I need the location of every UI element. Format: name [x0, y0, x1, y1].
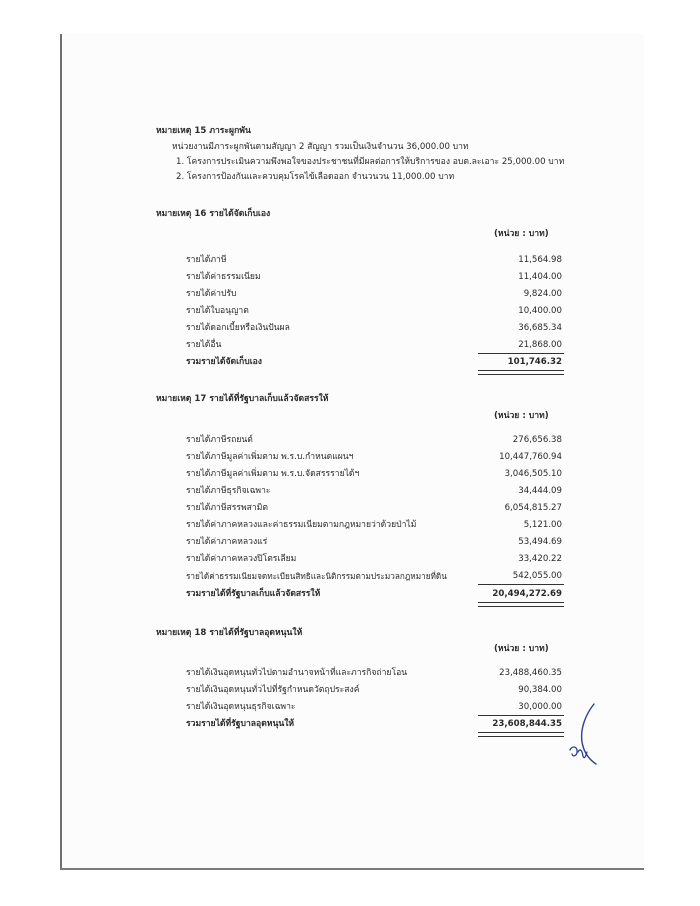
subtotal-rule: [478, 715, 564, 716]
note17-row-amount: 3,046,505.10: [504, 469, 562, 479]
note18-row-amount: 30,000.00: [518, 702, 562, 712]
handwritten-signature: [560, 700, 620, 770]
note15-heading: หมายเหตุ 15 ภาระผูกพัน: [156, 126, 251, 136]
note17-row-label: รายได้ภาษีสรรพสามิต: [186, 503, 268, 513]
note18-row-label: รายได้เงินอุดหนุนทั่วไปที่รัฐกำหนดวัตถุประสงค์: [186, 685, 360, 695]
note17-row-label: รายได้ค่าภาคหลวงแร่: [186, 537, 268, 547]
total-double-rule: [478, 602, 564, 607]
note18-row-label: รายได้เงินอุดหนุนธุรกิจเฉพาะ: [186, 702, 296, 712]
note16-row-amount: 36,685.34: [518, 323, 562, 333]
note16-row-amount: 11,404.00: [518, 272, 562, 282]
note16-row-label: รายได้ดอกเบี้ยหรือเงินปันผล: [186, 323, 290, 333]
note16-total-label: รวมรายได้จัดเก็บเอง: [186, 357, 262, 367]
note17-row-label: รายได้ค่าภาคหลวงและค่าธรรมเนียมตามกฎหมายว่าด้วยป่าไม้: [186, 520, 417, 530]
note16-row-label: รายได้ใบอนุญาต: [186, 306, 249, 316]
note15-item: 1. โครงการประเมินความพึงพอใจของประชาชนที่มีผลต่อการให้บริการของ อบต.ละเอาะ 25,000.00 บาท: [176, 157, 565, 167]
note18-heading: หมายเหตุ 18 รายได้ที่รัฐบาลอุดหนุนให้: [156, 628, 303, 638]
note17-row-amount: 34,444.09: [518, 486, 562, 496]
total-double-rule: [478, 370, 564, 375]
page-bottom-edge: [60, 868, 644, 870]
note16-unit: (หน่วย : บาท): [494, 229, 549, 239]
subtotal-rule: [478, 584, 564, 585]
note16-row-amount: 21,868.00: [518, 340, 562, 350]
note17-total-label: รวมรายได้ที่รัฐบาลเก็บแล้วจัดสรรให้: [186, 589, 321, 599]
note17-row-label: รายได้ภาษีธุรกิจเฉพาะ: [186, 486, 271, 496]
note18-row-amount: 90,384.00: [518, 685, 562, 695]
note16-total-amount: 101,746.32: [507, 357, 562, 367]
note17-unit: (หน่วย : บาท): [494, 411, 549, 421]
note15-intro: หน่วยงานมีภาระผูกพันตามสัญญา 2 สัญญา รวมเป็นเงินจำนวน 36,000.00 บาท: [172, 142, 469, 152]
note17-row-label: รายได้ค่าธรรมเนียมจดทะเบียนสิทธิและนิติกรรมตามประมวลกฎหมายที่ดิน: [186, 571, 447, 581]
note17-row-amount: 276,656.38: [512, 435, 562, 445]
note17-total-amount: 20,494,272.69: [492, 589, 562, 599]
note17-row-amount: 10,447,760.94: [499, 452, 562, 462]
note15-item: 2. โครงการป้องกันและควบคุมโรคไข้เลือดออก จำนวนวน 11,000.00 บาท: [176, 172, 455, 182]
note17-heading: หมายเหตุ 17 รายได้ที่รัฐบาลเก็บแล้วจัดสรรให้: [156, 394, 329, 404]
subtotal-rule: [478, 353, 564, 354]
note17-row-label: รายได้ภาษีมูลค่าเพิ่มตาม พ.ร.บ.จัดสรรรายได้ฯ: [186, 469, 360, 479]
note16-row-label: รายได้ค่าธรรมเนียม: [186, 272, 261, 282]
note17-row-label: รายได้ค่าภาคหลวงปิโตรเลียม: [186, 554, 297, 564]
note16-row-amount: 10,400.00: [518, 306, 562, 316]
note17-row-amount: 53,494.69: [518, 537, 562, 547]
note16-row-label: รายได้ค่าปรับ: [186, 289, 237, 299]
note17-row-amount: 33,420.22: [518, 554, 562, 564]
note16-row-amount: 9,824.00: [523, 289, 562, 299]
note16-row-label: รายได้อื่น: [186, 340, 222, 350]
note17-row-label: รายได้ภาษีมูลค่าเพิ่มตาม พ.ร.บ.กำหนดแผนฯ: [186, 452, 354, 462]
note16-row-amount: 11,564.98: [518, 255, 562, 265]
note18-row-label: รายได้เงินอุดหนุนทั่วไปตามอำนาจหน้าที่และภารกิจถ่ายโอน: [186, 668, 408, 678]
note17-row-label: รายได้ภาษีรถยนต์: [186, 435, 253, 445]
note18-total-label: รวมรายได้ที่รัฐบาลอุดหนุนให้: [186, 719, 295, 729]
note17-row-amount: 5,121.00: [523, 520, 562, 530]
page-left-edge: [60, 34, 62, 870]
note16-row-label: รายได้ภาษี: [186, 255, 227, 265]
note17-row-amount: 542,055.00: [512, 571, 562, 581]
note16-heading: หมายเหตุ 16 รายได้จัดเก็บเอง: [156, 209, 271, 219]
note18-row-amount: 23,488,460.35: [499, 668, 562, 678]
note18-total-amount: 23,608,844.35: [492, 719, 562, 729]
total-double-rule: [478, 732, 564, 737]
scan-top-margin: [0, 0, 700, 34]
note17-row-amount: 6,054,815.27: [504, 503, 562, 513]
note18-unit: (หน่วย : บาท): [494, 644, 549, 654]
